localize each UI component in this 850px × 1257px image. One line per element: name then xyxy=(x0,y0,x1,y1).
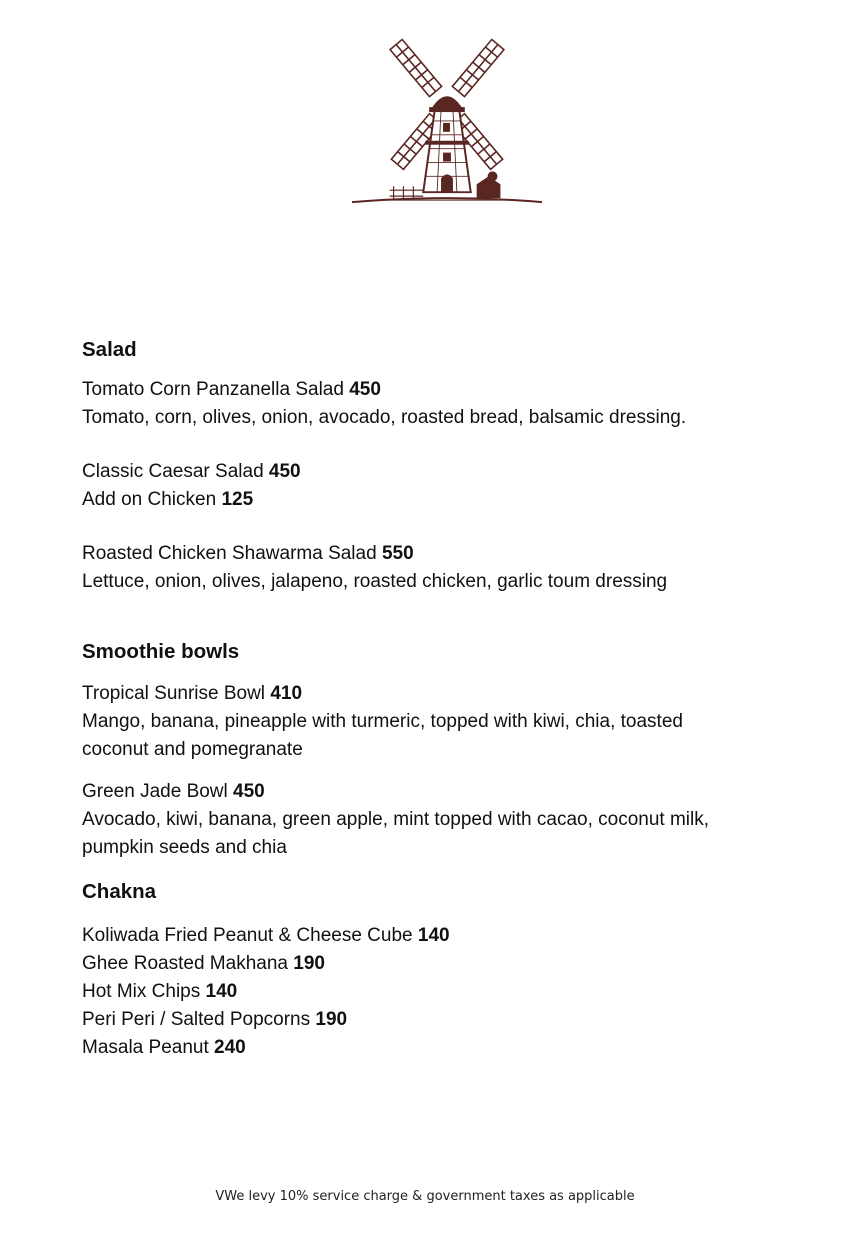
item-description: Lettuce, onion, olives, jalapeno, roasted chicken, garlic toum dressing xyxy=(82,571,668,592)
section-title: Chakna xyxy=(82,880,157,903)
item-price: 410 xyxy=(270,683,303,704)
item-name: Ghee Roasted Makhana xyxy=(82,953,288,974)
menu-item xyxy=(82,1006,802,1034)
item-name: Masala Peanut xyxy=(82,1037,209,1058)
item-price: 140 xyxy=(417,925,450,946)
windmill-icon xyxy=(348,26,546,210)
item-description: coconut and pomegranate xyxy=(82,739,303,760)
section-chakna xyxy=(82,878,802,1062)
item-price: 450 xyxy=(268,461,301,482)
item-description: pumpkin seeds and chia xyxy=(82,837,287,858)
item-description: Avocado, kiwi, banana, green apple, mint topped with cacao, coconut milk, xyxy=(82,809,710,830)
item-price: 240 xyxy=(214,1037,246,1058)
item-name: Tomato Corn Panzanella Salad xyxy=(82,379,344,400)
menu-item xyxy=(82,978,802,1006)
menu-item xyxy=(82,680,802,764)
menu-item xyxy=(82,778,802,862)
menu-item xyxy=(82,922,802,950)
section-title: Salad xyxy=(82,338,137,361)
item-description: Mango, banana, pineapple with turmeric, topped with kiwi, chia, toasted xyxy=(82,711,683,732)
item-description: Tomato, corn, olives, onion, avocado, roasted bread, balsamic dressing. xyxy=(82,407,687,428)
footer-note: VWe levy 10% service charge & government taxes as applicable xyxy=(215,1189,635,1204)
item-price: 190 xyxy=(293,953,325,974)
menu-item xyxy=(82,950,802,978)
item-price: 450 xyxy=(349,379,381,400)
item-name: Koliwada Fried Peanut & Cheese Cube xyxy=(82,925,413,946)
section-smoothie-bowls xyxy=(82,638,802,862)
menu-item xyxy=(82,540,802,596)
addon-name: Add on Chicken xyxy=(82,489,217,510)
item-name: Tropical Sunrise Bowl xyxy=(82,683,266,704)
item-price: 140 xyxy=(205,981,238,1002)
item-price: 450 xyxy=(233,781,265,802)
menu xyxy=(82,336,802,1062)
section-title: Smoothie bowls xyxy=(82,640,240,663)
item-name: Roasted Chicken Shawarma Salad xyxy=(82,543,377,564)
section-salad xyxy=(82,336,802,596)
menu-item xyxy=(82,458,802,514)
item-name: Green Jade Bowl xyxy=(82,781,228,802)
item-name: Classic Caesar Salad xyxy=(82,461,264,482)
item-name: Hot Mix Chips xyxy=(82,981,201,1002)
menu-item xyxy=(82,376,802,432)
addon-price: 125 xyxy=(221,489,254,510)
item-price: 190 xyxy=(315,1009,348,1030)
item-name: Peri Peri / Salted Popcorns xyxy=(82,1009,311,1030)
item-price: 550 xyxy=(381,543,414,564)
menu-item xyxy=(82,1034,802,1062)
